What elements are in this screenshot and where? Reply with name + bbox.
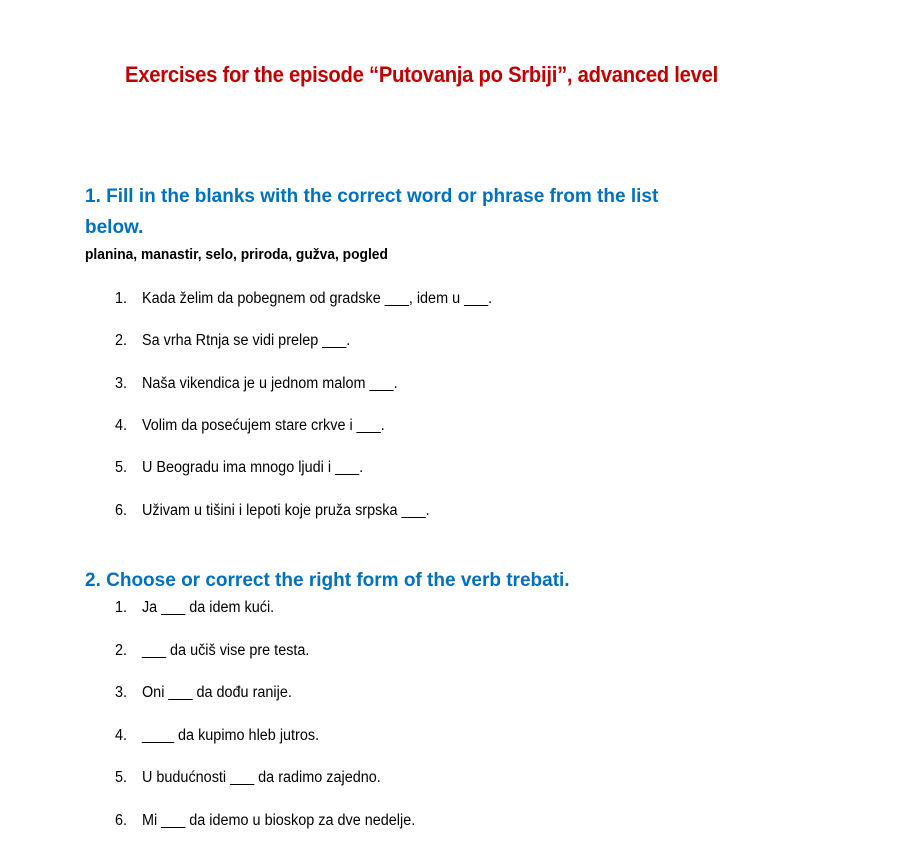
item-number: 5. [115, 459, 128, 476]
item-text: U budućnosti ___ da radimo zajedno. [141, 769, 381, 786]
item-text: Kada želim da pobegnem od gradske ___, idem u ___. [141, 290, 493, 307]
item-number: 3. [115, 684, 128, 701]
list-item [115, 332, 350, 350]
section-1-heading [85, 181, 805, 243]
list-item [115, 812, 415, 830]
item-text: Naša vikendica je u jednom malom ___. [141, 375, 398, 392]
item-number: 4. [115, 417, 128, 434]
document-title: Exercises for the episode “Putovanja po Srbiji”, advanced level [125, 62, 718, 87]
item-number: 1. [115, 290, 128, 307]
item-text: Oni ___ da dođu ranije. [141, 684, 292, 701]
item-text: Sa vrha Rtnja se vidi prelep ___. [141, 332, 351, 349]
list-item [115, 290, 492, 308]
word-bank: planina, manastir, selo, priroda, gužva, pogled [85, 246, 388, 263]
item-number: 4. [115, 727, 128, 744]
list-item [115, 459, 363, 477]
item-number: 3. [115, 375, 128, 392]
item-number: 2. [115, 332, 128, 349]
item-text: Mi ___ da idemo u bioskop za dve nedelje. [141, 812, 416, 829]
item-text: Uživam u tišini i lepoti koje pruža srpska ___. [141, 502, 430, 519]
section-2-heading: 2. Choose or correct the right form of the verb trebati. [85, 570, 570, 591]
item-number: 6. [115, 502, 128, 519]
item-text: ___ da učiš vise pre testa. [141, 642, 310, 659]
list-item [115, 502, 430, 520]
list-item [115, 599, 274, 617]
list-item [115, 769, 381, 787]
list-item [115, 642, 309, 660]
item-number: 6. [115, 812, 128, 829]
item-number: 2. [115, 642, 128, 659]
item-text: Volim da posećujem stare crkve i ___. [141, 417, 385, 434]
section-1-heading-line-2: below. [85, 217, 144, 238]
list-item [115, 684, 292, 702]
section-1-heading-line-1: 1. Fill in the blanks with the correct word or phrase from the list [85, 186, 659, 207]
item-text: U Beogradu ima mnogo ljudi i ___. [141, 459, 364, 476]
item-text: Ja ___ da idem kući. [141, 599, 275, 616]
list-item [115, 375, 398, 393]
list-item [115, 417, 385, 435]
list-item [115, 727, 319, 745]
item-text: ____ da kupimo hleb jutros. [141, 727, 320, 744]
item-number: 5. [115, 769, 128, 786]
item-number: 1. [115, 599, 128, 616]
